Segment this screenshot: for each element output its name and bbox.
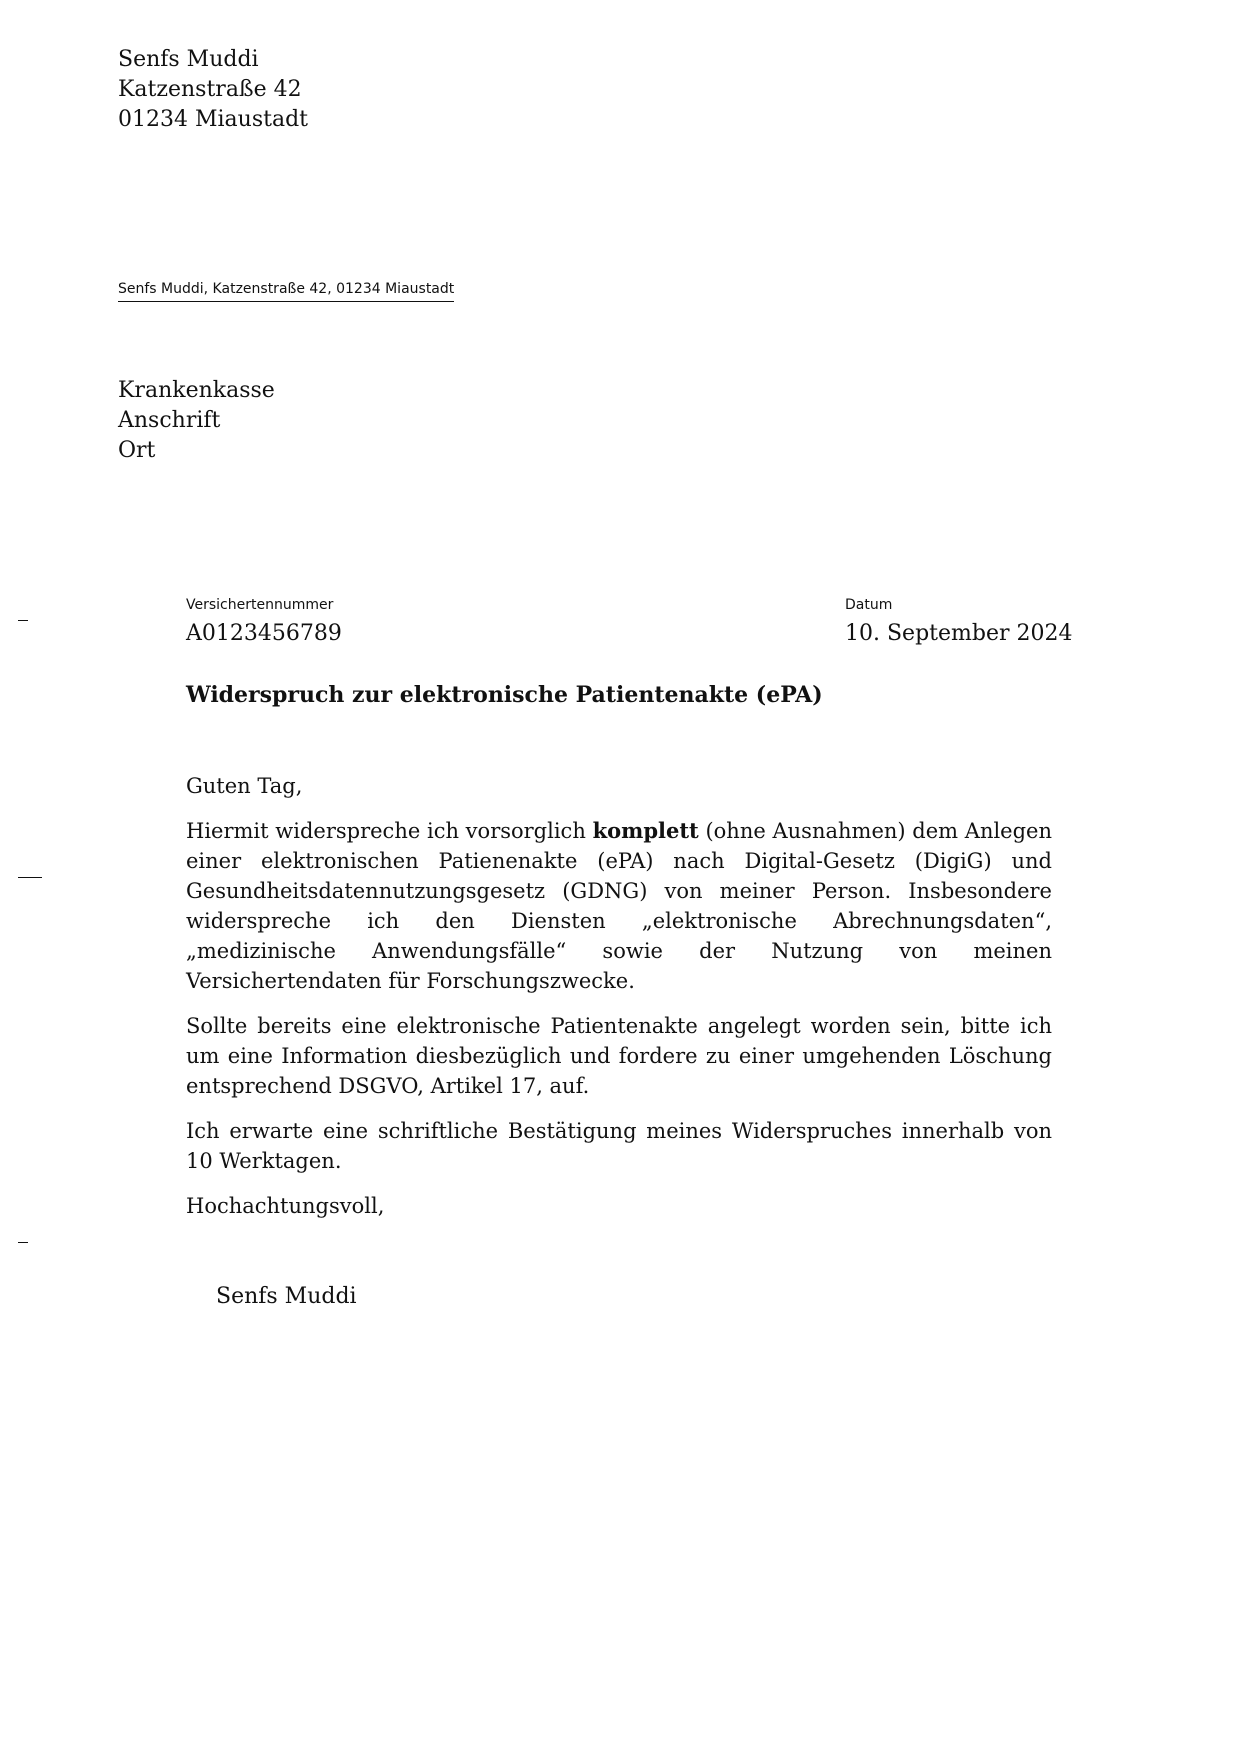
signature-name: Senfs Muddi — [216, 1284, 357, 1309]
paragraph-objection-start: Hiermit widerspreche ich vorsorglich — [186, 819, 593, 843]
recipient-line-2: Anschrift — [118, 408, 221, 433]
fold-mark-top — [18, 620, 28, 621]
sender-name: Senfs Muddi — [118, 47, 259, 72]
fold-mark-bottom — [18, 1242, 28, 1243]
date-value: 10. September 2024 — [845, 621, 1073, 646]
punch-hole-mark — [18, 877, 42, 878]
sender-city: 01234 Miaustadt — [118, 107, 308, 132]
paragraph-objection — [186, 816, 1052, 996]
salutation: Guten Tag, — [186, 774, 303, 798]
paragraph-deletion-request: Sollte bereits eine elektronische Patientenakte angelegt worden sein, bitte ich um eine Information diesbezüglich und fordere zu einer umgehenden Löschung entsprechend DSGVO, Artikel 17, auf. — [186, 1014, 1052, 1098]
letter-body — [186, 771, 1052, 1221]
sender-street: Katzenstraße 42 — [118, 77, 302, 102]
insurance-number-value: A0123456789 — [186, 621, 342, 646]
return-address-line: Senfs Muddi, Katzenstraße 42, 01234 Miaustadt — [118, 280, 454, 302]
insurance-number-label: Versichertennummer — [186, 597, 334, 613]
recipient-line-3: Ort — [118, 438, 156, 463]
letter-subject: Widerspruch zur elektronische Patientenakte (ePA) — [186, 682, 823, 708]
emphasis-komplett: komplett — [592, 818, 699, 843]
date-label: Datum — [845, 597, 893, 613]
paragraph-confirmation-request: Ich erwarte eine schriftliche Bestätigung meines Widerspruches innerhalb von 10 Werktagen. — [186, 1119, 1052, 1173]
paragraph-objection-rest: (ohne Ausnahmen) dem Anlegen einer elektronischen Patienenakte (ePA) nach Digital-Gesetz (DigiG) und Gesundheitsdatennutzungsgesetz (GDNG) von meiner Person. Insbesondere widerspreche ich den Diensten „elektronische Abrechnungsdaten“, „medizinische Anwendungsfälle“ sowie der Nutzung von meinen Versichertendaten für Forschungszwecke. — [186, 819, 1053, 993]
closing-phrase: Hochachtungsvoll, — [186, 1194, 385, 1218]
recipient-address — [118, 376, 275, 466]
recipient-line-1: Krankenkasse — [118, 378, 275, 403]
sender-address — [118, 45, 308, 135]
